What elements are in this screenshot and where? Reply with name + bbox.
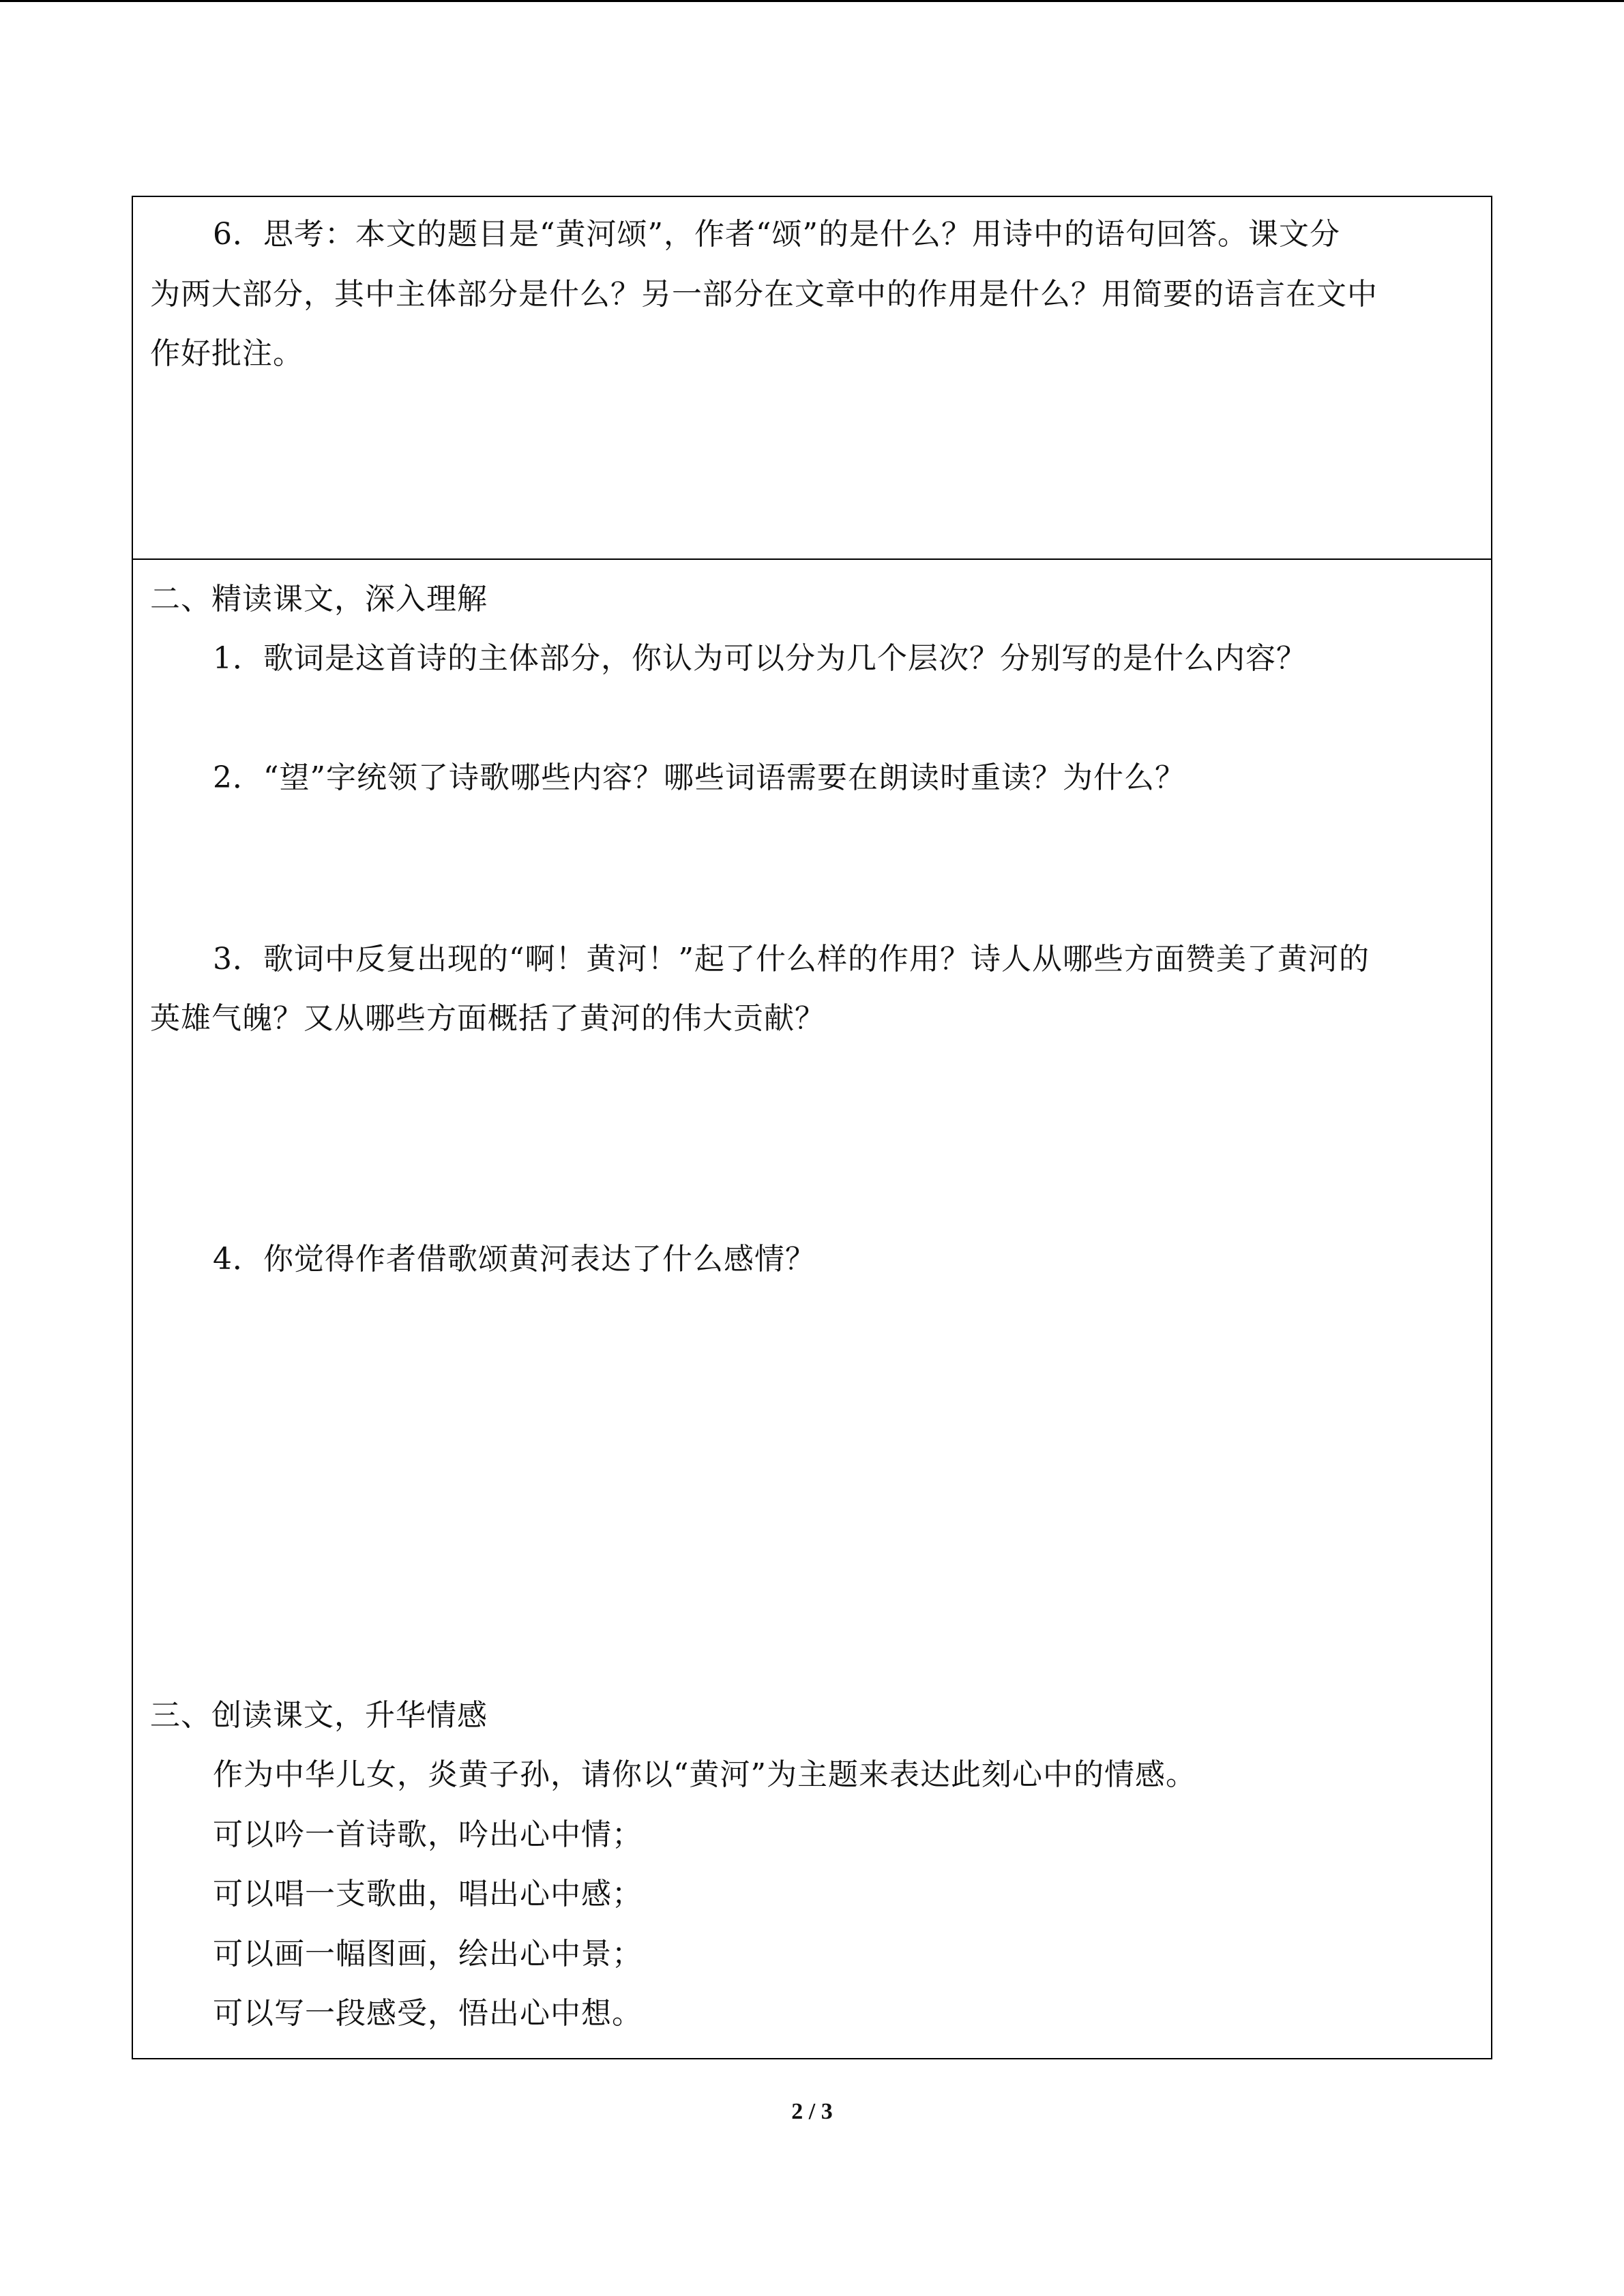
worksheet-table [132,196,1492,2059]
section-2-question-2: 2．“望”字统领了诗歌哪些内容？哪些词语需要在朗读时重读？为什么？ [213,760,1185,795]
section-3-intro: 作为中华儿女，炎黄子孙，请你以“黄河”为主题来表达此刻心中的情感。 [213,1757,1196,1792]
section-2-question-3-line-1: 3．歌词中反复出现的“啊！黄河！”起了什么样的作用？诗人从哪些方面赞美了黄河的 [213,942,1370,976]
section-2-question-1: 1．歌词是这首诗的主体部分，你认为可以分为几个层次？分别写的是什么内容？ [213,641,1307,676]
page-number: 2 / 3 [791,2099,833,2124]
section-3-option-1: 可以吟一首诗歌，吟出心中情； [213,1817,643,1852]
section-2-question-3-line-2: 英雄气魄？又从哪些方面概括了黄河的伟大贡献？ [150,1001,825,1036]
section-3-option-2: 可以唱一支歌曲，唱出心中感； [213,1877,643,1911]
top-border-line [0,0,1624,2]
question-6-line-3: 作好批注。 [150,336,304,371]
section-3-option-3: 可以画一幅图画，绘出心中景； [213,1937,643,1971]
section-2-question-4: 4．你觉得作者借歌颂黄河表达了什么感情？ [213,1242,816,1277]
row-divider [133,558,1491,560]
section-3-option-4: 可以写一段感受，悟出心中想。 [213,1996,643,2031]
section-3-heading: 三、创读课文，升华情感 [150,1698,488,1733]
question-6-line-1: 6．思考：本文的题目是“黄河颂”，作者“颂”的是什么？用诗中的语句回答。课文分 [213,217,1340,252]
question-6-line-2: 为两大部分，其中主体部分是什么？另一部分在文章中的作用是什么？用简要的语言在文中 [150,277,1378,312]
section-2-heading: 二、精读课文，深入理解 [150,582,488,616]
